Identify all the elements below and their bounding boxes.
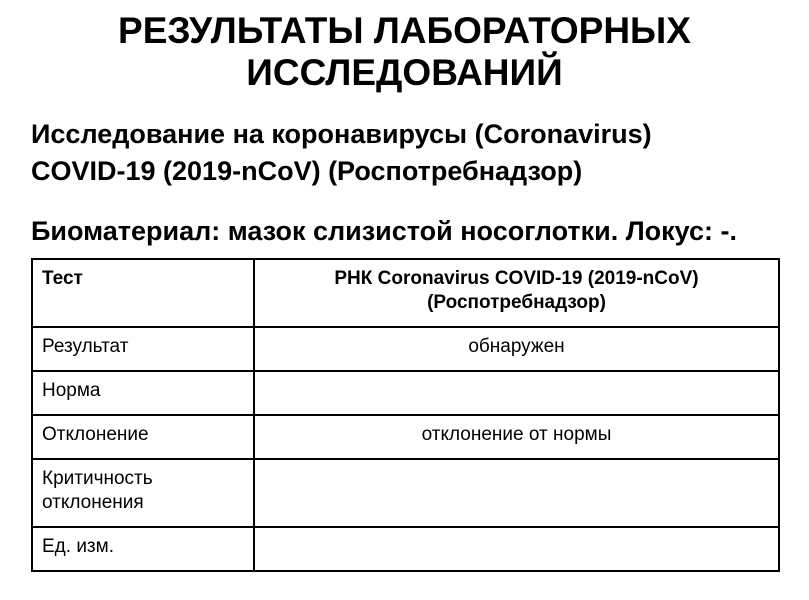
document-title-line-1: РЕЗУЛЬТАТЫ ЛАБОРАТОРНЫХ <box>118 10 691 51</box>
row-value <box>254 527 779 571</box>
table-row-result <box>32 327 779 371</box>
row-label-line-2: отклонения <box>42 492 144 513</box>
document-title <box>0 10 809 94</box>
results-table <box>31 258 780 572</box>
study-name <box>31 116 791 190</box>
study-name-line-1: Исследование на коронавирусы (Coronavirus) <box>31 119 652 149</box>
row-label-line-1: Критичность <box>42 468 153 489</box>
row-label: Результат <box>32 327 254 371</box>
biomaterial-info: Биоматериал: мазок слизистой носоглотки. Локус: -. <box>31 216 738 246</box>
document-title-line-2: ИССЛЕДОВАНИЙ <box>246 52 563 93</box>
table-row-norm <box>32 371 779 415</box>
table-header-row <box>32 259 779 327</box>
study-name-line-2: COVID-19 (2019-nCoV) (Роспотребнадзор) <box>31 156 583 186</box>
header-value-cell <box>254 259 779 327</box>
table-row-deviation <box>32 415 779 459</box>
row-value <box>254 371 779 415</box>
row-value <box>254 459 779 527</box>
table-row-criticality <box>32 459 779 527</box>
table-row-units <box>32 527 779 571</box>
row-value: обнаружен <box>254 327 779 371</box>
header-value-line-2: (Роспотребнадзор) <box>427 292 606 313</box>
row-label: Отклонение <box>32 415 254 459</box>
row-label: Ед. изм. <box>32 527 254 571</box>
row-label <box>32 459 254 527</box>
header-value-line-1: РНК Coronavirus COVID-19 (2019-nCoV) <box>334 268 699 289</box>
row-value: отклонение от нормы <box>254 415 779 459</box>
header-label-cell: Тест <box>32 259 254 327</box>
row-label: Норма <box>32 371 254 415</box>
